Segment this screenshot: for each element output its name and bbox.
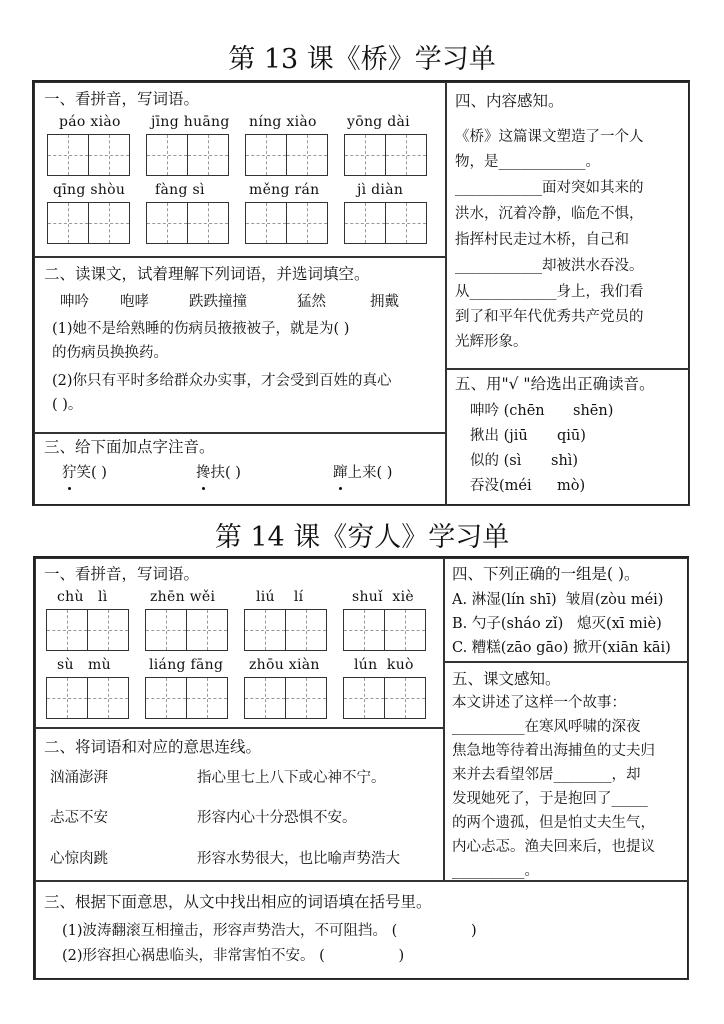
l14-s5-line: 本文讲述了这样一个故事： — [452, 695, 626, 711]
l14-match-left[interactable]: 忐忑不安 — [50, 810, 108, 826]
l14-match-left[interactable]: 心惊肉跳 — [50, 851, 108, 867]
l14-s5-title: 五、课文感知。 — [452, 670, 561, 688]
l14-writing-grid[interactable] — [343, 677, 426, 719]
l13-writing-grid[interactable] — [245, 202, 328, 244]
l13-pinyin: fàng sì — [155, 182, 205, 198]
l13-word: 跌跌撞撞 — [189, 294, 247, 310]
l13-s4-line: 光辉形象。 — [455, 334, 528, 350]
l14-writing-grid[interactable] — [46, 677, 129, 719]
l14-s5-line: 焦急地等待着出海捕鱼的丈夫归 — [452, 743, 655, 759]
l14-s5-line: 发现她死了，于是抱回了_____ — [452, 791, 648, 807]
dotted-char: 蹿 — [333, 462, 348, 485]
l13-s5-option[interactable]: shēn) — [573, 403, 614, 419]
l13-writing-grid[interactable] — [245, 134, 328, 176]
l14-s5-line: __________。 — [452, 863, 539, 879]
l13-writing-grid[interactable] — [146, 202, 229, 244]
l13-writing-grid[interactable] — [47, 134, 130, 176]
l13-s3-title: 三、给下面加点字注音。 — [44, 438, 215, 456]
annotate-blank[interactable]: 笑( ) — [76, 465, 107, 481]
l14-s4-title: 四、下列正确的一组是( )。 — [452, 565, 640, 583]
l14-s4-option-a[interactable]: A. 淋湿(lín shī) 皱眉(zòu méi) — [452, 592, 664, 608]
l14-s1-title: 一、看拼音，写词语。 — [44, 565, 200, 583]
dotted-char: 搀 — [196, 462, 211, 485]
l14-s5-line: 来并去看望邻居________，却 — [452, 767, 641, 783]
l13-s5-option[interactable]: shì) — [551, 453, 579, 469]
l13-s5-word: 揪出 (jiū — [470, 428, 528, 444]
l13-pinyin: qīng shòu — [53, 182, 126, 198]
annotate-blank[interactable]: 扶( ) — [210, 465, 241, 481]
l14-match-right[interactable]: 指心里七上八下或心神不宁。 — [197, 770, 386, 786]
l14-pinyin: liáng fāng — [149, 657, 224, 673]
l13-annotate-item — [196, 462, 241, 485]
l13-s4-line: 指挥村民走过木桥，自己和 — [455, 232, 629, 248]
l14-writing-grid[interactable] — [46, 609, 129, 651]
l14-pinyin: zhōu xiàn — [249, 657, 320, 673]
l13-s5-option[interactable]: qiū) — [557, 428, 586, 444]
l14-pinyin: sù mù — [57, 657, 111, 673]
l13-pinyin: yōng dài — [347, 114, 410, 130]
l13-pinyin: jīng huāng — [151, 114, 230, 130]
l13-writing-grid[interactable] — [344, 134, 427, 176]
l13-s4-title: 四、内容感知。 — [455, 92, 564, 110]
l13-word: 猛然 — [297, 294, 326, 310]
l14-writing-grid[interactable] — [145, 677, 228, 719]
l14-pinyin: liú lí — [256, 589, 304, 605]
l14-s4-option-c[interactable]: C. 糟糕(zāo gāo) 掀开(xiān kāi) — [452, 640, 671, 656]
l14-match-left[interactable]: 汹涌澎湃 — [50, 770, 108, 786]
l14-s3-question-1: (1)波涛翻滚互相撞击，形容声势浩大，不可阻挡。 ( ) — [62, 923, 477, 939]
l14-writing-grid[interactable] — [244, 677, 327, 719]
l13-s4-line: 《桥》这篇课文塑造了一个人 — [455, 129, 644, 145]
l13-s1-title: 一、看拼音，写词语。 — [44, 90, 200, 108]
l14-s2-title: 二、将词语和对应的意思连线。 — [44, 738, 262, 756]
l13-annotate-item — [62, 462, 107, 485]
l13-s2-title: 二、读课文，试着理解下列词语，并选词填空。 — [44, 265, 370, 283]
l14-match-right[interactable]: 形容内心十分恐惧不安。 — [197, 810, 357, 826]
l13-pinyin: páo xiào — [59, 114, 121, 130]
l14-writing-grid[interactable] — [244, 609, 327, 651]
l14-match-right[interactable]: 形容水势很大，也比喻声势浩大 — [197, 851, 400, 867]
l13-writing-grid[interactable] — [146, 134, 229, 176]
l13-word: 咆哮 — [120, 294, 149, 310]
l14-pinyin: lún kuò — [354, 657, 414, 673]
l14-s5-line: 内心忐忑。渔夫回来后，也提议 — [452, 839, 655, 855]
l13-pinyin: níng xiào — [249, 114, 317, 130]
l13-pinyin: jì diàn — [357, 182, 404, 198]
l14-s3-title: 三、根据下面意思，从文中找出相应的词语填在括号里。 — [44, 893, 432, 911]
l13-s5-option[interactable]: mò) — [557, 478, 586, 494]
lesson13-title: 第 13 课《桥》学习单 — [228, 44, 496, 75]
l13-s4-line: 从____________身上，我们看 — [455, 284, 644, 300]
l14-s5-line: __________在寒风呼啸的深夜 — [452, 719, 641, 735]
l13-q1-line1: (1)她不是给熟睡的伤病员掖掖被子，就是为( ) — [52, 321, 350, 337]
l13-s5-title: 五、用"√ "给选出正确读音。 — [455, 375, 655, 393]
l13-s4-line: 洪水，沉着冷静，临危不惧， — [455, 206, 644, 222]
l14-s3-question-2: (2)形容担心祸患临头，非常害怕不安。 ( ) — [62, 948, 405, 964]
l13-s5-word: 似的 (sì — [470, 453, 522, 469]
l13-writing-grid[interactable] — [344, 202, 427, 244]
l14-s4-option-b[interactable]: B. 勺子(sháo zǐ) 熄灭(xī miè) — [452, 616, 662, 632]
l13-q1-line2: 的伤病员换换药。 — [52, 345, 168, 361]
l13-q2-line2: ( )。 — [52, 397, 83, 413]
lesson14-title: 第 14 课《穷人》学习单 — [214, 522, 510, 553]
annotate-blank[interactable]: 上来( ) — [347, 465, 393, 481]
l13-word: 拥戴 — [370, 294, 399, 310]
dotted-char: 狞 — [62, 462, 77, 485]
l13-s5-word: 呻吟 (chēn — [470, 403, 545, 419]
l13-s4-line: ____________面对突如其来的 — [455, 180, 644, 196]
l13-s4-line: ____________却被洪水吞没。 — [455, 258, 644, 274]
l13-s4-line: 到了和平年代优秀共产党员的 — [455, 309, 644, 325]
l13-word: 呻吟 — [60, 294, 89, 310]
l14-s5-line: 的两个遗孤，但是怕丈夫生气， — [452, 815, 655, 831]
l14-pinyin: shuǐ xiè — [352, 589, 414, 605]
l13-writing-grid[interactable] — [47, 202, 130, 244]
l13-s5-word: 吞没(méi — [470, 478, 532, 494]
l13-q2-line1: (2)你只有平时多给群众办实事，才会受到百姓的真心 — [52, 373, 392, 389]
l14-writing-grid[interactable] — [145, 609, 228, 651]
l13-pinyin: měng rán — [249, 182, 320, 198]
l14-pinyin: zhēn wěi — [150, 589, 216, 605]
l13-annotate-item — [333, 462, 392, 485]
l14-pinyin: chù lì — [57, 589, 108, 605]
l13-s4-line: 物，是____________。 — [455, 154, 600, 170]
l14-writing-grid[interactable] — [343, 609, 426, 651]
